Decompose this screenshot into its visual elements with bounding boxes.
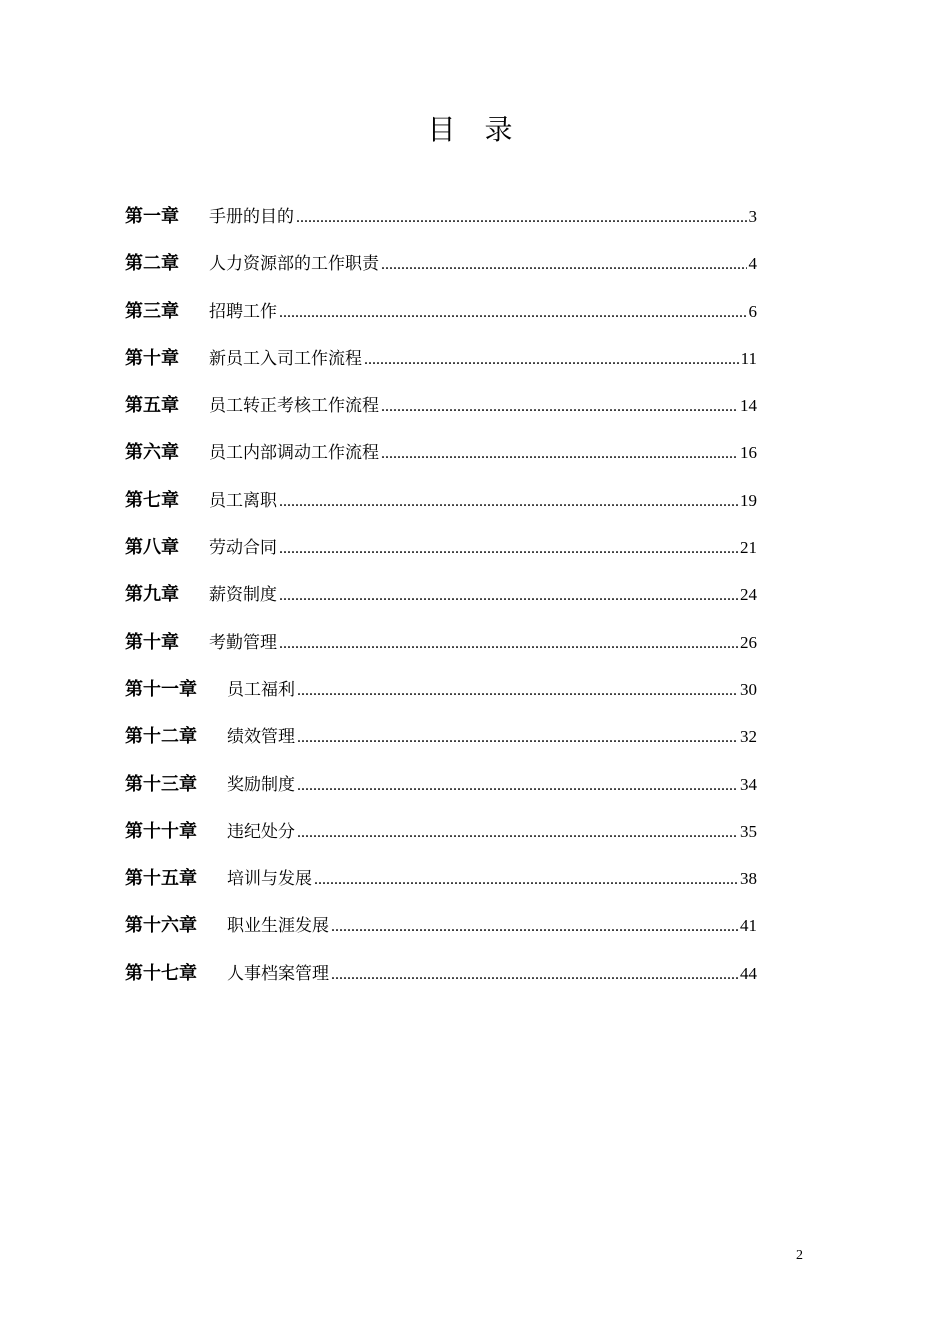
chapter-topic: 人力资源部的工作职责 — [209, 254, 379, 275]
dot-leader — [297, 714, 738, 761]
chapter-topic: 员工转正考核工作流程 — [209, 396, 379, 417]
page-ref: 30 — [740, 679, 757, 699]
chapter-label: 第十一章 — [125, 678, 197, 700]
page-ref: 34 — [740, 774, 757, 794]
chapter-label: 第十七章 — [125, 962, 197, 984]
dot-leader — [381, 241, 747, 288]
page-ref: 11 — [740, 348, 757, 368]
dot-leader — [297, 762, 738, 809]
chapter-label: 第十章 — [125, 347, 179, 369]
toc-row-4[interactable] — [125, 335, 757, 382]
chapter-label: 第十五章 — [125, 868, 197, 890]
chapter-topic: 新员工入司工作流程 — [209, 348, 362, 369]
chapter-topic: 员工福利 — [227, 679, 295, 700]
page-ref: 38 — [740, 869, 757, 889]
toc-row-16[interactable] — [125, 902, 757, 949]
chapter-label: 第一章 — [125, 206, 179, 227]
page-ref: 44 — [740, 963, 757, 983]
chapter-label: 第七章 — [125, 489, 179, 511]
toc-row-5[interactable] — [125, 382, 757, 429]
page-ref: 41 — [740, 916, 757, 936]
page-ref: 24 — [740, 585, 757, 605]
page-ref: 19 — [740, 490, 757, 510]
chapter-topic: 劳动合同 — [209, 538, 277, 559]
chapter-label: 第十六章 — [125, 915, 197, 937]
chapter-topic: 手册的目的 — [209, 207, 294, 227]
dot-leader — [381, 383, 738, 430]
page-ref: 6 — [748, 301, 757, 321]
dot-leader — [331, 951, 738, 998]
page-ref: 35 — [740, 821, 757, 841]
table-of-contents — [125, 193, 757, 997]
page-ref: 4 — [748, 254, 757, 274]
chapter-topic: 招聘工作 — [209, 301, 277, 322]
dot-leader — [331, 903, 738, 950]
chapter-topic: 薪资制度 — [209, 585, 277, 606]
chapter-label: 第五章 — [125, 395, 179, 417]
chapter-topic: 人事档案管理 — [227, 963, 329, 984]
dot-leader — [296, 194, 747, 241]
toc-row-2[interactable] — [125, 240, 757, 287]
toc-title: 目 录 — [427, 113, 523, 146]
page-number: 2 — [796, 1248, 803, 1263]
chapter-topic: 奖励制度 — [227, 774, 295, 795]
toc-row-10[interactable] — [125, 619, 757, 666]
chapter-topic: 员工离职 — [209, 490, 277, 511]
dot-leader — [314, 856, 738, 903]
chapter-topic: 培训与发展 — [227, 869, 312, 890]
toc-row-8[interactable] — [125, 524, 757, 571]
dot-leader — [279, 525, 738, 572]
chapter-topic: 员工内部调动工作流程 — [209, 443, 379, 464]
page-ref: 21 — [740, 538, 757, 558]
toc-row-1[interactable] — [125, 193, 757, 240]
chapter-label: 第二章 — [125, 253, 179, 275]
toc-row-17[interactable] — [125, 950, 757, 997]
chapter-label: 第八章 — [125, 537, 179, 559]
page-ref: 14 — [740, 396, 757, 416]
toc-row-14[interactable] — [125, 808, 757, 855]
chapter-label: 第十章 — [125, 631, 179, 653]
toc-row-9[interactable] — [125, 571, 757, 618]
toc-row-3[interactable] — [125, 288, 757, 335]
toc-row-15[interactable] — [125, 855, 757, 902]
chapter-topic: 职业生涯发展 — [227, 916, 329, 937]
chapter-label: 第三章 — [125, 300, 179, 322]
dot-leader — [364, 336, 739, 383]
page-ref: 3 — [748, 207, 757, 226]
chapter-topic: 违纪处分 — [227, 821, 295, 842]
page-ref: 32 — [740, 727, 757, 747]
chapter-topic: 绩效管理 — [227, 727, 295, 748]
dot-leader — [297, 809, 738, 856]
toc-row-13[interactable] — [125, 761, 757, 808]
chapter-label: 第十三章 — [125, 773, 197, 795]
dot-leader — [279, 289, 747, 336]
dot-leader — [279, 478, 738, 525]
dot-leader — [279, 572, 738, 619]
chapter-label: 第六章 — [125, 442, 179, 464]
toc-row-12[interactable] — [125, 713, 757, 760]
chapter-label: 第十十章 — [125, 820, 197, 842]
dot-leader — [381, 430, 738, 477]
chapter-topic: 考勤管理 — [209, 632, 277, 653]
dot-leader — [297, 667, 738, 714]
toc-row-11[interactable] — [125, 666, 757, 713]
chapter-label: 第九章 — [125, 584, 179, 606]
toc-row-7[interactable] — [125, 477, 757, 524]
chapter-label: 第十二章 — [125, 726, 197, 748]
dot-leader — [279, 620, 738, 667]
page-ref: 26 — [740, 632, 757, 652]
page-ref: 16 — [740, 443, 757, 463]
toc-row-6[interactable] — [125, 429, 757, 476]
